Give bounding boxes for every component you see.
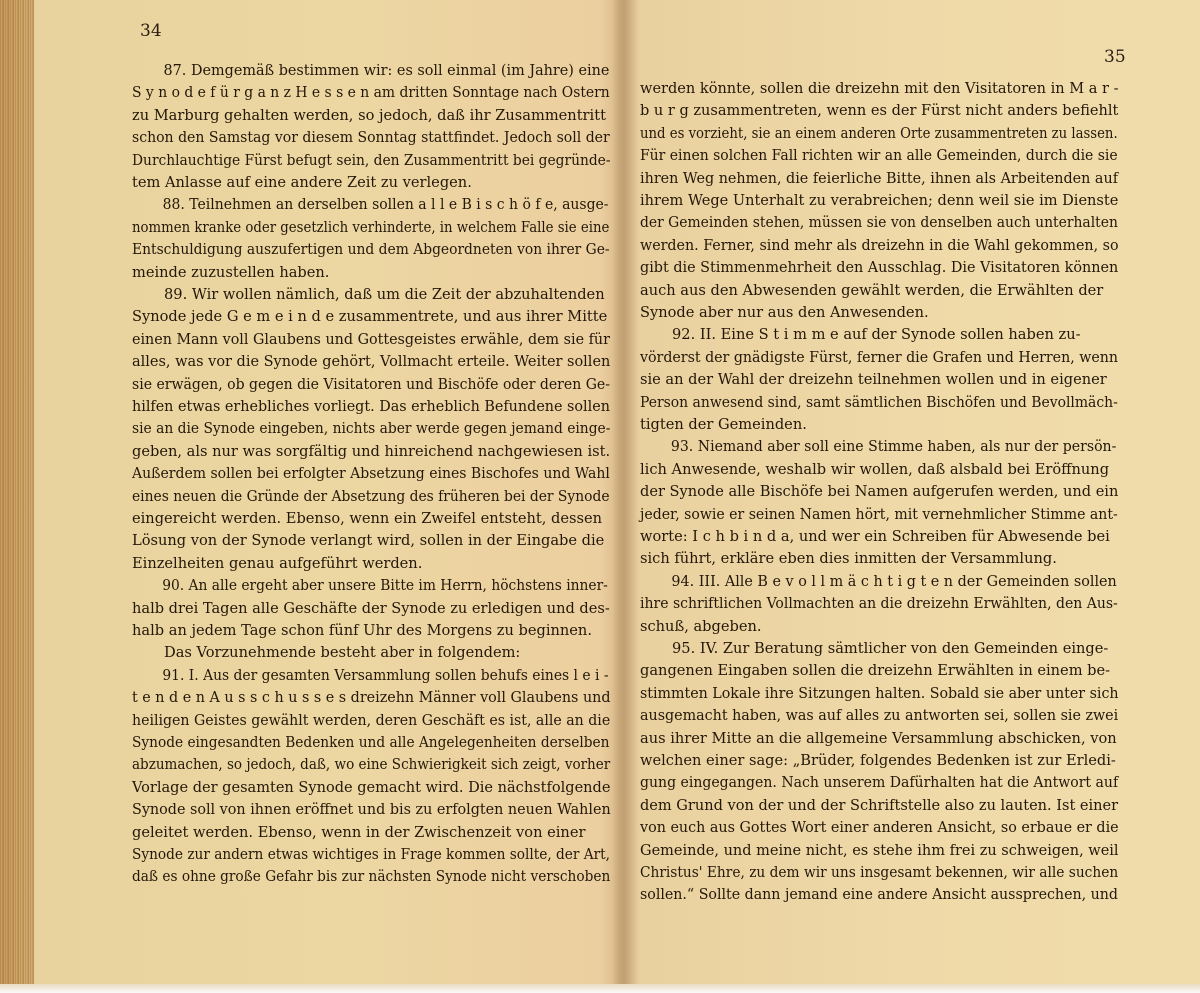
text-line: 93. Niemand aber soll eine Stimme haben, als nur der persön-	[670, 438, 1117, 456]
text-line: sie an die Synode eingeben, nichts aber werde gegen jemand einge-	[132, 420, 611, 438]
text-line: von euch aus Gottes Wort einer anderen Ansicht, so erbaue er die	[640, 819, 1119, 837]
text-line: der Synode alle Bischöfe bei Namen aufgerufen werden, und ein	[640, 483, 1119, 501]
text-line: ihre schriftlichen Vollmachten an die dreizehn Erwählten, den Aus-	[640, 595, 1118, 613]
text-line: Durchlauchtige Fürst befugt sein, den Zusammentritt bei gegründe-	[132, 151, 611, 169]
text-line: dem Grund von der und der Schriftstelle also zu lauten. Ist einer	[640, 796, 1119, 814]
text-line: 94. III. Alle B e v o l l m ä c h t i g t e n der Gemeinden sollen	[671, 572, 1117, 590]
text-line: hilfen etwas erhebliches vorliegt. Das erheblich Befundene sollen	[132, 398, 610, 415]
text-line: eingereicht werden. Ebenso, wenn ein Zweifel entsteht, dessen	[132, 510, 602, 527]
text-line: jeder, sowie er seinen Namen hört, mit vernehmlicher Stimme ant-	[640, 505, 1118, 523]
text-line: nommen kranke oder gesetzlich verhinderte, in welchem Falle sie eine	[132, 218, 610, 236]
page-number-left: 34	[140, 21, 162, 41]
text-line: geben, als nur was sorgfältig und hinreichend nachgewiesen ist.	[132, 442, 611, 460]
text-line: gibt die Stimmenmehrheit den Ausschlag. Die Visitatoren können	[640, 259, 1119, 277]
text-line: gangenen Eingaben sollen die dreizehn Erwählten in einem be-	[640, 662, 1111, 680]
text-line: Lösung von der Synode verlangt wird, sollen in der Eingabe die	[132, 532, 605, 550]
text-line: Für einen solchen Fall richten wir an alle Gemeinden, durch die sie	[640, 147, 1118, 165]
text-line: einen Mann voll Glaubens und Gottesgeistes erwähle, dem sie für	[132, 330, 610, 348]
text-line: der Gemeinden stehen, müssen sie von denselben auch unterhalten	[640, 214, 1118, 232]
text-line: und es vorzieht, sie an einem anderen Orte zusammentreten zu lassen.	[640, 124, 1118, 142]
text-line: ihren Weg nehmen, die feierliche Bitte, ihnen als Arbeitenden auf	[640, 169, 1119, 187]
text-line: tigten der Gemeinden.	[640, 416, 807, 433]
text-line: Außerdem sollen bei erfolgter Absetzung eines Bischofes und Wahl	[132, 465, 610, 483]
text-line: b u r g zusammentreten, wenn es der Fürst nicht anders befiehlt	[640, 102, 1119, 120]
text-line: zu Marburg gehalten werden, so jedoch, daß ihr Zusammentritt	[132, 106, 606, 124]
text-line: werden könnte, sollen die dreizehn mit den Visitatoren in M a r -	[640, 80, 1119, 97]
text-line: 91. I. Aus der gesamten Versammlung sollen behufs eines l e i -	[162, 666, 609, 684]
text-line: eines neuen die Gründe der Absetzung des früheren bei der Synode	[132, 487, 610, 505]
text-line: 87. Demgemäß bestimmen wir: es soll einmal (im Jahre) eine	[163, 62, 610, 79]
text-line: schuß, abgeben.	[640, 617, 762, 635]
text-line: t e n d e n A u s s c h u s s e s dreizehn Männer voll Glaubens und	[132, 689, 611, 707]
text-line: Synode jede G e m e i n d e zusammentrete, und aus ihrer Mitte	[132, 308, 608, 326]
text-line: Christus' Ehre, zu dem wir uns insgesamt bekennen, wir alle suchen	[640, 864, 1119, 881]
text-line: welchen einer sage: „Brüder, folgendes Bedenken ist zur Erledi-	[640, 752, 1116, 769]
text-line: worte: I c h b i n d a, und wer ein Schreiben für Abwesende bei	[640, 528, 1110, 545]
text-line: sollen.“ Sollte dann jemand eine andere Ansicht aussprechen, und	[640, 886, 1118, 904]
text-line: sie an der Wahl der dreizehn teilnehmen wollen und in eigener	[640, 371, 1107, 389]
page-edges	[0, 0, 34, 993]
text-line: auch aus den Abwesenden gewählt werden, die Erwählten der	[640, 281, 1104, 299]
text-line: ihrem Wege Unterhalt zu verabreichen; denn weil sie im Dienste	[640, 192, 1119, 209]
text-line: Person anwesend sind, samt sämtlichen Bischöfen und Bevollmäch-	[640, 393, 1118, 411]
text-line: Synode soll von ihnen eröffnet und bis zu erfolgten neuen Wahlen	[132, 801, 611, 819]
text-line: Synode zur andern etwas wichtiges in Frage kommen sollte, der Art,	[132, 846, 611, 863]
text-line: sich führt, erkläre eben dies inmitten der Versammlung.	[640, 550, 1057, 568]
text-line: daß es ohne große Gefahr bis zur nächsten Synode nicht verschoben	[132, 868, 611, 886]
text-line: sie erwägen, ob gegen die Visitatoren und Bischöfe oder deren Ge-	[132, 375, 610, 393]
text-line: 89. Wir wollen nämlich, daß um die Zeit der abzuhaltenden	[164, 286, 605, 303]
text-line: Einzelheiten genau aufgeführt werden.	[132, 554, 423, 572]
text-line: werden. Ferner, sind mehr als dreizehn in die Wahl gekommen, so	[640, 236, 1119, 254]
text-line: meinde zuzustellen haben.	[132, 263, 330, 281]
text-line: geleitet werden. Ebenso, wenn in der Zwischenzeit von einer	[132, 823, 586, 841]
page-number-right: 35	[1104, 47, 1126, 67]
text-line: stimmten Lokale ihre Sitzungen halten. Sobald sie aber unter sich	[640, 684, 1119, 702]
text-line: Gemeinde, und meine nicht, es stehe ihm frei zu schweigen, weil	[640, 841, 1119, 859]
scan-border	[0, 984, 1200, 993]
book-gutter	[612, 0, 638, 993]
text-line: 92. II. Eine S t i m m e auf der Synode sollen haben zu-	[672, 326, 1081, 344]
text-line: Entschuldigung auszufertigen und dem Abgeordneten von ihrer Ge-	[132, 241, 610, 259]
text-line: alles, was vor die Synode gehört, Vollmacht erteile. Weiter sollen	[132, 353, 611, 371]
text-line: gung eingegangen. Nach unserem Dafürhalten hat die Antwort auf	[640, 774, 1119, 792]
text-line: S y n o d e f ü r g a n z H e s s e n am dritten Sonntage nach Ostern	[132, 84, 610, 102]
text-line: tem Anlasse auf eine andere Zeit zu verlegen.	[132, 174, 472, 191]
text-line: Synode aber nur aus den Anwesenden.	[640, 304, 929, 321]
text-line: Synode eingesandten Bedenken und alle Angelegenheiten derselben	[132, 734, 610, 751]
text-line: Das Vorzunehmende besteht aber in folgendem:	[164, 644, 521, 662]
text-line: ausgemacht haben, was auf alles zu antworten sei, sollen sie zwei	[640, 707, 1119, 725]
text-line: aus ihrer Mitte an die allgemeine Versammlung abschicken, von	[640, 729, 1117, 747]
text-line: 95. IV. Zur Beratung sämtlicher von den Gemeinden einge-	[672, 640, 1109, 657]
text-line: vörderst der gnädigste Fürst, ferner die Grafen und Herren, wenn	[640, 348, 1119, 366]
text-line: 90. An alle ergeht aber unsere Bitte im Herrn, höchstens inner-	[162, 577, 608, 595]
text-line: halb drei Tagen alle Geschäfte der Synode zu erledigen und des-	[132, 599, 610, 617]
text-line: Vorlage der gesamten Synode gemacht wird. Die nächstfolgende	[132, 778, 611, 796]
text-line: 88. Teilnehmen an derselben sollen a l l e B i s c h ö f e, ausge-	[162, 196, 609, 214]
text-line: abzumachen, so jedoch, daß, wo eine Schwierigkeit sich zeigt, vorher	[132, 756, 611, 774]
text-line: schon den Samstag vor diesem Sonntag stattfindet. Jedoch soll der	[132, 129, 610, 147]
text-line: halb an jedem Tage schon fünf Uhr des Morgens zu beginnen.	[132, 622, 592, 639]
text-line: heiligen Geistes gewählt werden, deren Geschäft es ist, alle an die	[132, 711, 611, 729]
text-line: lich Anwesende, weshalb wir wollen, daß alsbald bei Eröffnung	[640, 460, 1110, 478]
